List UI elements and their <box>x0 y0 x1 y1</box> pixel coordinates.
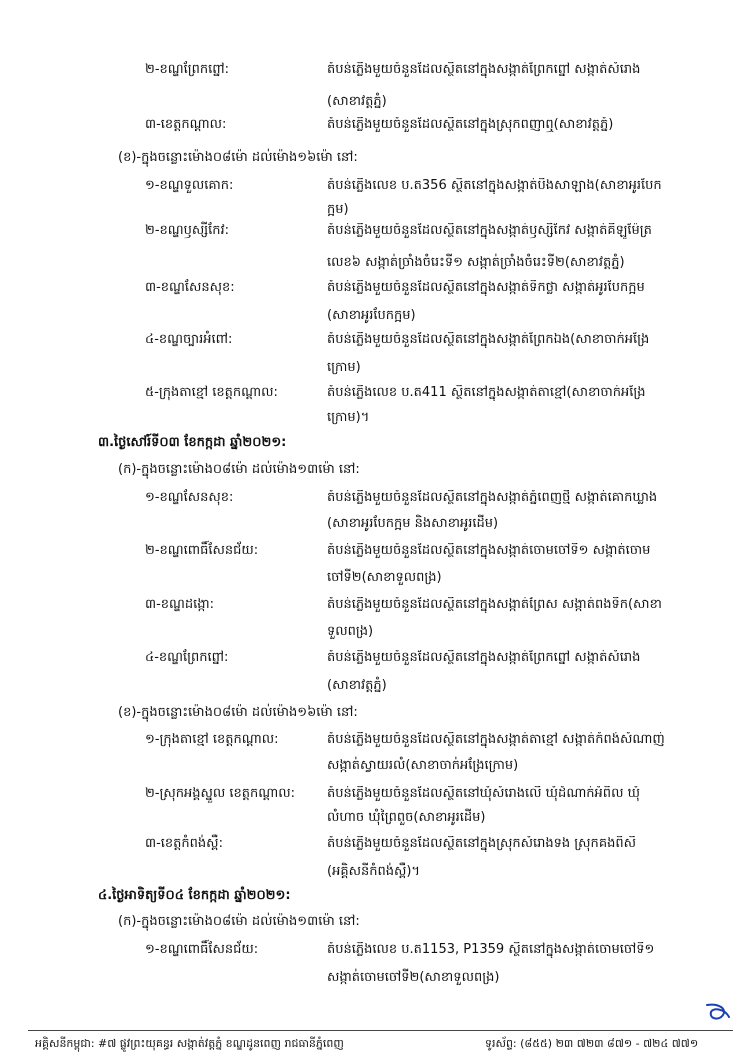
area-description: តំបន់ភ្លើងមួយចំនួនដែលស្ថិតនៅក្នុងសង្កាត់ចោមចៅទី១ សង្កាត់ចោម <box>327 543 651 558</box>
area-label: ២-ខណ្ឌពោធិ៍សែនជ័យ: <box>145 543 259 558</box>
area-description-continued: លំហាច ឃុំព្រៃពួច(សាខាអូរដើម) <box>327 810 486 825</box>
session-heading-text: (ខ)-ក្នុងចន្លោះម៉ោង០៨ម៉ោ ដល់ម៉ោង១៦ម៉ោ នៅ: <box>118 150 358 165</box>
area-label: ១-ខណ្ឌពោធិ៍សែនជ័យ: <box>145 942 259 957</box>
area-description: តំបន់ភ្លើងមួយចំនួនដែលស្ថិតនៅក្នុងសង្កាត់ទឹកថ្លា សង្កាត់អូរបែកក្អម <box>327 280 645 295</box>
footer-address: អគ្គិសនីកម្ពុជា: #៧ ផ្លូវព្រះយុគន្ធរ សង្កាត់វត្តភ្នំ ខណ្ឌដូនពេញ រាជធានីភ្នំពេញ <box>35 1037 344 1050</box>
list-item <box>0 62 750 94</box>
area-description-continued: ទួលពង្រ) <box>327 624 374 639</box>
area-label: ១-ក្រុងតាខ្មៅ ខេត្តកណ្ដាល: <box>145 732 279 747</box>
area-description: តំបន់ភ្លើងមួយចំនួនដែលស្ថិតនៅក្នុងសង្កាត់តាខ្មៅ សង្កាត់កំពង់សំណាញ់ <box>327 732 665 747</box>
area-description-continued: លេខ៦ សង្កាត់ច្រាំងចំរេះទី១ សង្កាត់ច្រាំងចំរេះទី២(សាខាវត្តភ្នំ) <box>327 255 625 270</box>
area-description-continued: (អគ្គិសនីកំពង់ស្ពឺ)។ <box>327 864 420 879</box>
area-label: ៣-ខណ្ឌដង្កោ: <box>145 597 215 612</box>
area-description-continued: សង្កាត់ស្វាយរលំ(សាខាចាក់អង្រែក្រោម) <box>327 758 519 773</box>
area-label: ២-ខណ្ឌព្រែកព្នៅ: <box>145 62 230 77</box>
area-label: ១-ខណ្ឌសែនសុខ: <box>145 490 234 505</box>
session-heading-text: (ខ)-ក្នុងចន្លោះម៉ោង០៨ម៉ោ ដល់ម៉ោង១៦ម៉ោ នៅ: <box>118 705 358 720</box>
area-description: តំបន់ភ្លើងមួយចំនួនដែលស្ថិតនៅក្នុងសង្កាត់ឫស្សីកែវ សង្កាត់គីឡូម៉ែត្រ <box>327 223 652 238</box>
list-item <box>0 223 750 255</box>
area-label: ៣-ខណ្ឌសែនសុខ: <box>145 280 235 295</box>
session-heading-text: (ក)-ក្នុងចន្លោះម៉ោង០៨ម៉ោ ដល់ម៉ោង១៣ម៉ោ នៅ: <box>118 462 360 477</box>
area-description-continued: (សាខាអូរបែកក្អម និងសាខាអូរដើម) <box>327 516 499 531</box>
area-label: ៣-ខេត្តកណ្ដាល: <box>145 117 227 132</box>
footer-divider <box>28 1030 733 1031</box>
area-label: ២-ស្រុកអង្គស្នួល ខេត្តកណ្ដាល: <box>145 786 296 801</box>
area-label: ១-ខណ្ឌទួលគោក: <box>145 178 234 193</box>
list-item <box>0 597 750 629</box>
area-description-continued: ក្រោម)។ <box>327 410 370 425</box>
area-description-continued: សង្កាត់ចោមចៅទី២(សាខាទួលពង្រ) <box>327 970 500 985</box>
area-description: តំបន់ភ្លើងមួយចំនួនដែលស្ថិតនៅឃុំសំរោងលើ ឃុំដំណាក់អំពិល ឃុំ <box>327 786 640 801</box>
area-description: តំបន់ភ្លើងមួយចំនួនដែលស្ថិតនៅក្នុងសង្កាត់ព្រែកព្នៅ សង្កាត់សំរោង <box>327 62 641 77</box>
list-item <box>0 178 750 210</box>
day-heading-text: ៤.ថ្ងៃអាទិត្យទី០៤ ខែកក្កដា ឆ្នាំ២០២១: <box>98 888 291 903</box>
area-description-continued: (សាខាអូរបែកក្អម) <box>327 308 416 323</box>
area-label: ២-ខណ្ឌឫស្សីកែវ: <box>145 223 230 238</box>
area-description: តំបន់ភ្លើងមួយចំនួនដែលស្ថិតនៅក្នុងសង្កាត់ព្រែកឯង(សាខាចាក់អង្រែ <box>327 332 650 347</box>
area-description-continued: ក្អម) <box>327 202 349 217</box>
area-description-continued: ចៅទី២(សាខាទួលពង្រ) <box>327 570 442 585</box>
area-description-continued: (សាខាវត្តភ្នំ) <box>327 678 387 693</box>
area-label: ៥-ក្រុងតាខ្មៅ ខេត្តកណ្ដាល: <box>145 385 278 400</box>
area-label: ៤-ខណ្ឌច្បារអំពៅ: <box>145 332 233 347</box>
area-description: តំបន់ភ្លើងមួយចំនួនដែលស្ថិតនៅក្នុងសង្កាត់ភ្នំពេញថ្មី សង្កាត់គោកឃ្លាង <box>327 490 658 505</box>
list-item <box>0 332 750 364</box>
area-description: តំបន់ភ្លើងមួយចំនួនដែលស្ថិតនៅក្នុងសង្កាត់ព្រៃស សង្កាត់ពងទឹក(សាខា <box>327 597 662 612</box>
handwritten-initials <box>701 1001 735 1025</box>
area-description: តំបន់ភ្លើងមួយចំនួនដែលស្ថិតនៅក្នុងស្រុកពញាឮ(សាខាវត្តភ្នំ) <box>327 117 614 132</box>
area-description: តំបន់ភ្លើងលេខ ប.ត356 ស្ថិតនៅក្នុងសង្កាត់បឹងសាឡាង(សាខាអូរបែក <box>327 178 662 193</box>
list-item <box>0 117 750 149</box>
session-heading-text: (ក)-ក្នុងចន្លោះម៉ោង០៨ម៉ោ ដល់ម៉ោង១៣ម៉ោ នៅ: <box>118 914 360 929</box>
area-description: តំបន់ភ្លើងលេខ ប.ត1153, P1359 ស្ថិតនៅក្នុងសង្កាត់ចោមចៅទី១ <box>327 942 655 957</box>
list-item <box>0 385 750 417</box>
area-description: តំបន់ភ្លើងមួយចំនួនដែលស្ថិតនៅក្នុងស្រុកសំរោងទង ស្រុកគងពិសី <box>327 836 636 851</box>
area-description-continued: (សាខាវត្តភ្នំ) <box>327 94 387 109</box>
area-description-continued: ក្រោម) <box>327 360 361 375</box>
area-description: តំបន់ភ្លើងលេខ ប.ត411 ស្ថិតនៅក្នុងសង្កាត់តាខ្មៅ(សាខាចាក់អង្រែ <box>327 385 646 400</box>
footer-phone: ទូរស័ព្ទ: (៨៥៥) ២៣ ៧២៣ ៨៧១ - ៧២៤ ៧៧១ <box>485 1037 699 1050</box>
area-label: ៣-ខេត្តកំពង់ស្ពឺ: <box>145 836 223 851</box>
day-heading-text: ៣.ថ្ងៃសៅរ៍ទី០៣ ខែកក្កដា ឆ្នាំ២០២១: <box>98 435 287 450</box>
area-label: ៤-ខណ្ឌព្រែកព្នៅ: <box>145 650 229 665</box>
area-description: តំបន់ភ្លើងមួយចំនួនដែលស្ថិតនៅក្នុងសង្កាត់ព្រែកព្នៅ សង្កាត់សំរោង <box>327 650 641 665</box>
